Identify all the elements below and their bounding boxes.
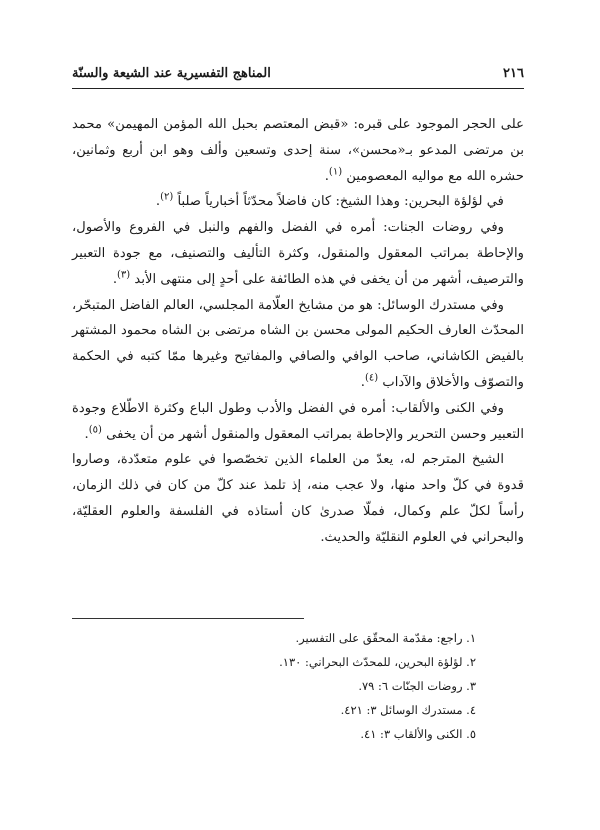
running-title: المناهج التفسيرية عند الشيعة والسنّة (72, 66, 271, 81)
paragraph-5: وفي الكنى والألقاب: أمره في الفضل والأدب وطول الباع وكثرة الاطّلاع وجودة التعبير وحسن التحرير والإحاطة بمراتب المعقول والمنقول أشهر من أن يخفى $^{(٥)}$. (72, 400, 524, 442)
footnote-3: ٣. روضات الجنّات ٦: ٧٩. (358, 679, 476, 693)
footnote-1: ١. راجع: مقدّمة المحقّق على التفسير. (295, 631, 476, 645)
footnote-4: ٤. مستدرك الوسائل ٣: ٤٢١. (340, 703, 476, 717)
footnote-rule (72, 618, 304, 619)
footnote-ref-2: (٢) (160, 192, 174, 203)
paragraph-6: الشيخ المترجم له، يعدّ من العلماء الذين تخصّصوا في علوم متعدّدة، وصاروا قدوة في كلّ واحد منها، ولا عجب منه، إذ تلمذ عند كلّ من كان في ذلك الزمان، رأساً لكلّ علم وكمال، فملّا صدرىٰ كان أستاذه في الفلسفة والعلوم العقليّة، والبحراني في العلوم النقليّة والحديث. (72, 452, 524, 545)
footnote-ref-1: (١) (328, 166, 343, 178)
body-text (72, 112, 524, 551)
page-number: ٢١٦ (503, 66, 524, 81)
paragraph-3: وفي روضات الجنات: أمره في الفضل والفهم والنبل في الفروع والأصول، والإحاطة بمراتب المعقول والمنقول، وكثرة التأليف والتصنيف، مع جودة التعبير والترصيف، أشهر من أن يخفى في هذه الطائفة على أحدٍ إلى منتهى الأبد $^{(٣)}$. (72, 220, 524, 287)
footnote-ref-5: (٥) (88, 424, 102, 436)
paragraph-1: على الحجر الموجود على قبره: «قبض المعتصم بحبل الله المؤمن المهيمن» محمد بن مرتضى المدعو بـ«محسن»، سنة إحدى وتسعين وألف وهو ابن أربع وثمانين، حشره الله مع مواليه المعصومين $^{(١)}$. (72, 117, 524, 184)
paragraph-2: في لؤلؤة البحرين: وهذا الشيخ: كان فاضلاً محدّثاً أخبارياً صلباً $^{(٢)}$. (155, 192, 504, 210)
footnote-ref-3: (٣) (117, 269, 131, 281)
footnote-2: ٢. لؤلؤة البحرين، للمحدّث البحراني: ١٣٠. (279, 655, 476, 669)
footnote-ref-4: (٤) (364, 372, 379, 384)
footnote-5: ٥. الكنى والألقاب ٣: ٤١. (360, 727, 476, 741)
footnotes (72, 626, 524, 746)
paragraph-4: وفي مستدرك الوسائل: هو من مشايخ العلّامة المجلسي، العالم الفاضل المتبحّر، المحدّث العارف الحكيم المولى محسن بن الشاه مرتضى بن الشاه محمود المشتهر بالفيض الكاشاني، صاحب الوافي والصافي والمفاتيح وغيرها ممّا كتبه في الحكمة والتصوّف والأخلاق والآداب $^{(٤)}$. (72, 297, 524, 390)
header-rule (72, 88, 524, 89)
page-header (72, 64, 524, 86)
